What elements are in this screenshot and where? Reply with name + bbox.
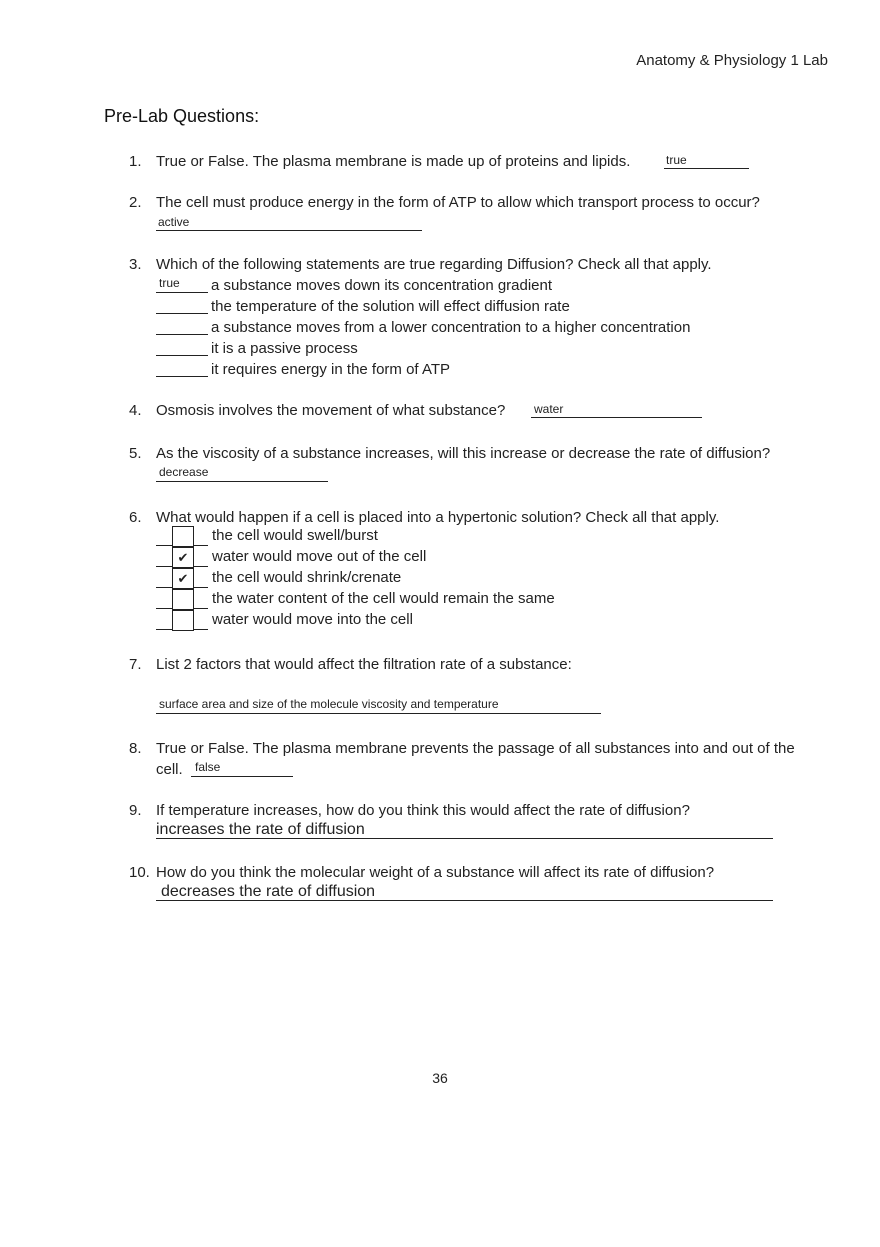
- q9-text: If temperature increases, how do you think this would affect the rate of diffusion?: [156, 802, 690, 819]
- q2-text: The cell must produce energy in the form of ATP to allow which transport process to occur?: [156, 194, 760, 211]
- q2-number: 2.: [129, 194, 142, 211]
- page-header: Anatomy & Physiology 1 Lab: [636, 52, 828, 69]
- q6-option-text: the water content of the cell would remain the same: [212, 590, 555, 607]
- q6-option-text: water would move out of the cell: [212, 548, 427, 565]
- q5-number: 5.: [129, 445, 142, 462]
- q1-answer[interactable]: true: [666, 153, 687, 167]
- q4-answer-line[interactable]: [531, 417, 702, 418]
- q3-option-blank[interactable]: [156, 355, 208, 356]
- checkbox[interactable]: [172, 589, 194, 610]
- q7-answer-line[interactable]: [156, 713, 601, 714]
- q6-text: What would happen if a cell is placed into a hypertonic solution? Check all that apply.: [156, 509, 720, 526]
- q3-option-blank[interactable]: [156, 313, 208, 314]
- q3-option-text: it is a passive process: [211, 340, 358, 357]
- checkbox[interactable]: ✔: [172, 547, 194, 568]
- q8-text-continued: cell.: [156, 761, 183, 778]
- q6-option-text: the cell would shrink/crenate: [212, 569, 402, 586]
- q6-number: 6.: [129, 509, 142, 526]
- q9-answer[interactable]: increases the rate of diffusion: [156, 821, 365, 838]
- q2-answer[interactable]: active: [158, 215, 190, 229]
- q5-answer-line[interactable]: [156, 481, 328, 482]
- q7-answer[interactable]: surface area and size of the molecule viscosity and temperature: [159, 697, 499, 711]
- q10-text: How do you think the molecular weight of a substance will affect its rate of diffusion?: [156, 864, 715, 881]
- q3-option-blank[interactable]: [156, 292, 208, 293]
- q1-number: 1.: [129, 153, 142, 170]
- q10-answer[interactable]: decreases the rate of diffusion: [161, 883, 376, 900]
- q1-text: True or False. The plasma membrane is made up of proteins and lipids.: [156, 153, 631, 170]
- q3-option-text: a substance moves down its concentration gradient: [211, 277, 553, 294]
- q8-answer[interactable]: false: [195, 760, 221, 774]
- q7-text: List 2 factors that would affect the filtration rate of a substance:: [156, 656, 572, 673]
- q8-number: 8.: [129, 740, 142, 757]
- q3-number: 3.: [129, 256, 142, 273]
- q4-number: 4.: [129, 402, 142, 419]
- checkbox[interactable]: [172, 526, 194, 547]
- checkbox[interactable]: ✔: [172, 568, 194, 589]
- q2-answer-line[interactable]: [156, 230, 422, 231]
- q6-option-text: the cell would swell/burst: [212, 527, 378, 544]
- q3-option-blank[interactable]: [156, 334, 208, 335]
- checkbox[interactable]: [172, 610, 194, 631]
- q8-answer-line[interactable]: [191, 776, 293, 777]
- q3-option-text: the temperature of the solution will effect diffusion rate: [211, 298, 570, 315]
- q3-option-answer[interactable]: true: [159, 276, 180, 290]
- q5-text: As the viscosity of a substance increases, will this increase or decrease the rate of diffusion?: [156, 445, 771, 462]
- q4-answer[interactable]: water: [534, 402, 564, 416]
- q3-option-text: it requires energy in the form of ATP: [211, 361, 450, 378]
- section-title: Pre-Lab Questions:: [104, 106, 260, 126]
- q5-answer[interactable]: decrease: [159, 465, 209, 479]
- q3-option-text: a substance moves from a lower concentration to a higher concentration: [211, 319, 691, 336]
- q6-option-text: water would move into the cell: [212, 611, 413, 628]
- q4-text: Osmosis involves the movement of what substance?: [156, 402, 506, 419]
- q7-number: 7.: [129, 656, 142, 673]
- q3-option-blank[interactable]: [156, 376, 208, 377]
- q9-number: 9.: [129, 802, 142, 819]
- page-number: 36: [432, 1070, 448, 1086]
- q1-answer-line[interactable]: [664, 168, 749, 169]
- q8-text: True or False. The plasma membrane prevents the passage of all substances into and out of the: [156, 740, 795, 757]
- q10-number: 10.: [129, 864, 150, 881]
- q3-text: Which of the following statements are true regarding Diffusion? Check all that apply.: [156, 256, 712, 273]
